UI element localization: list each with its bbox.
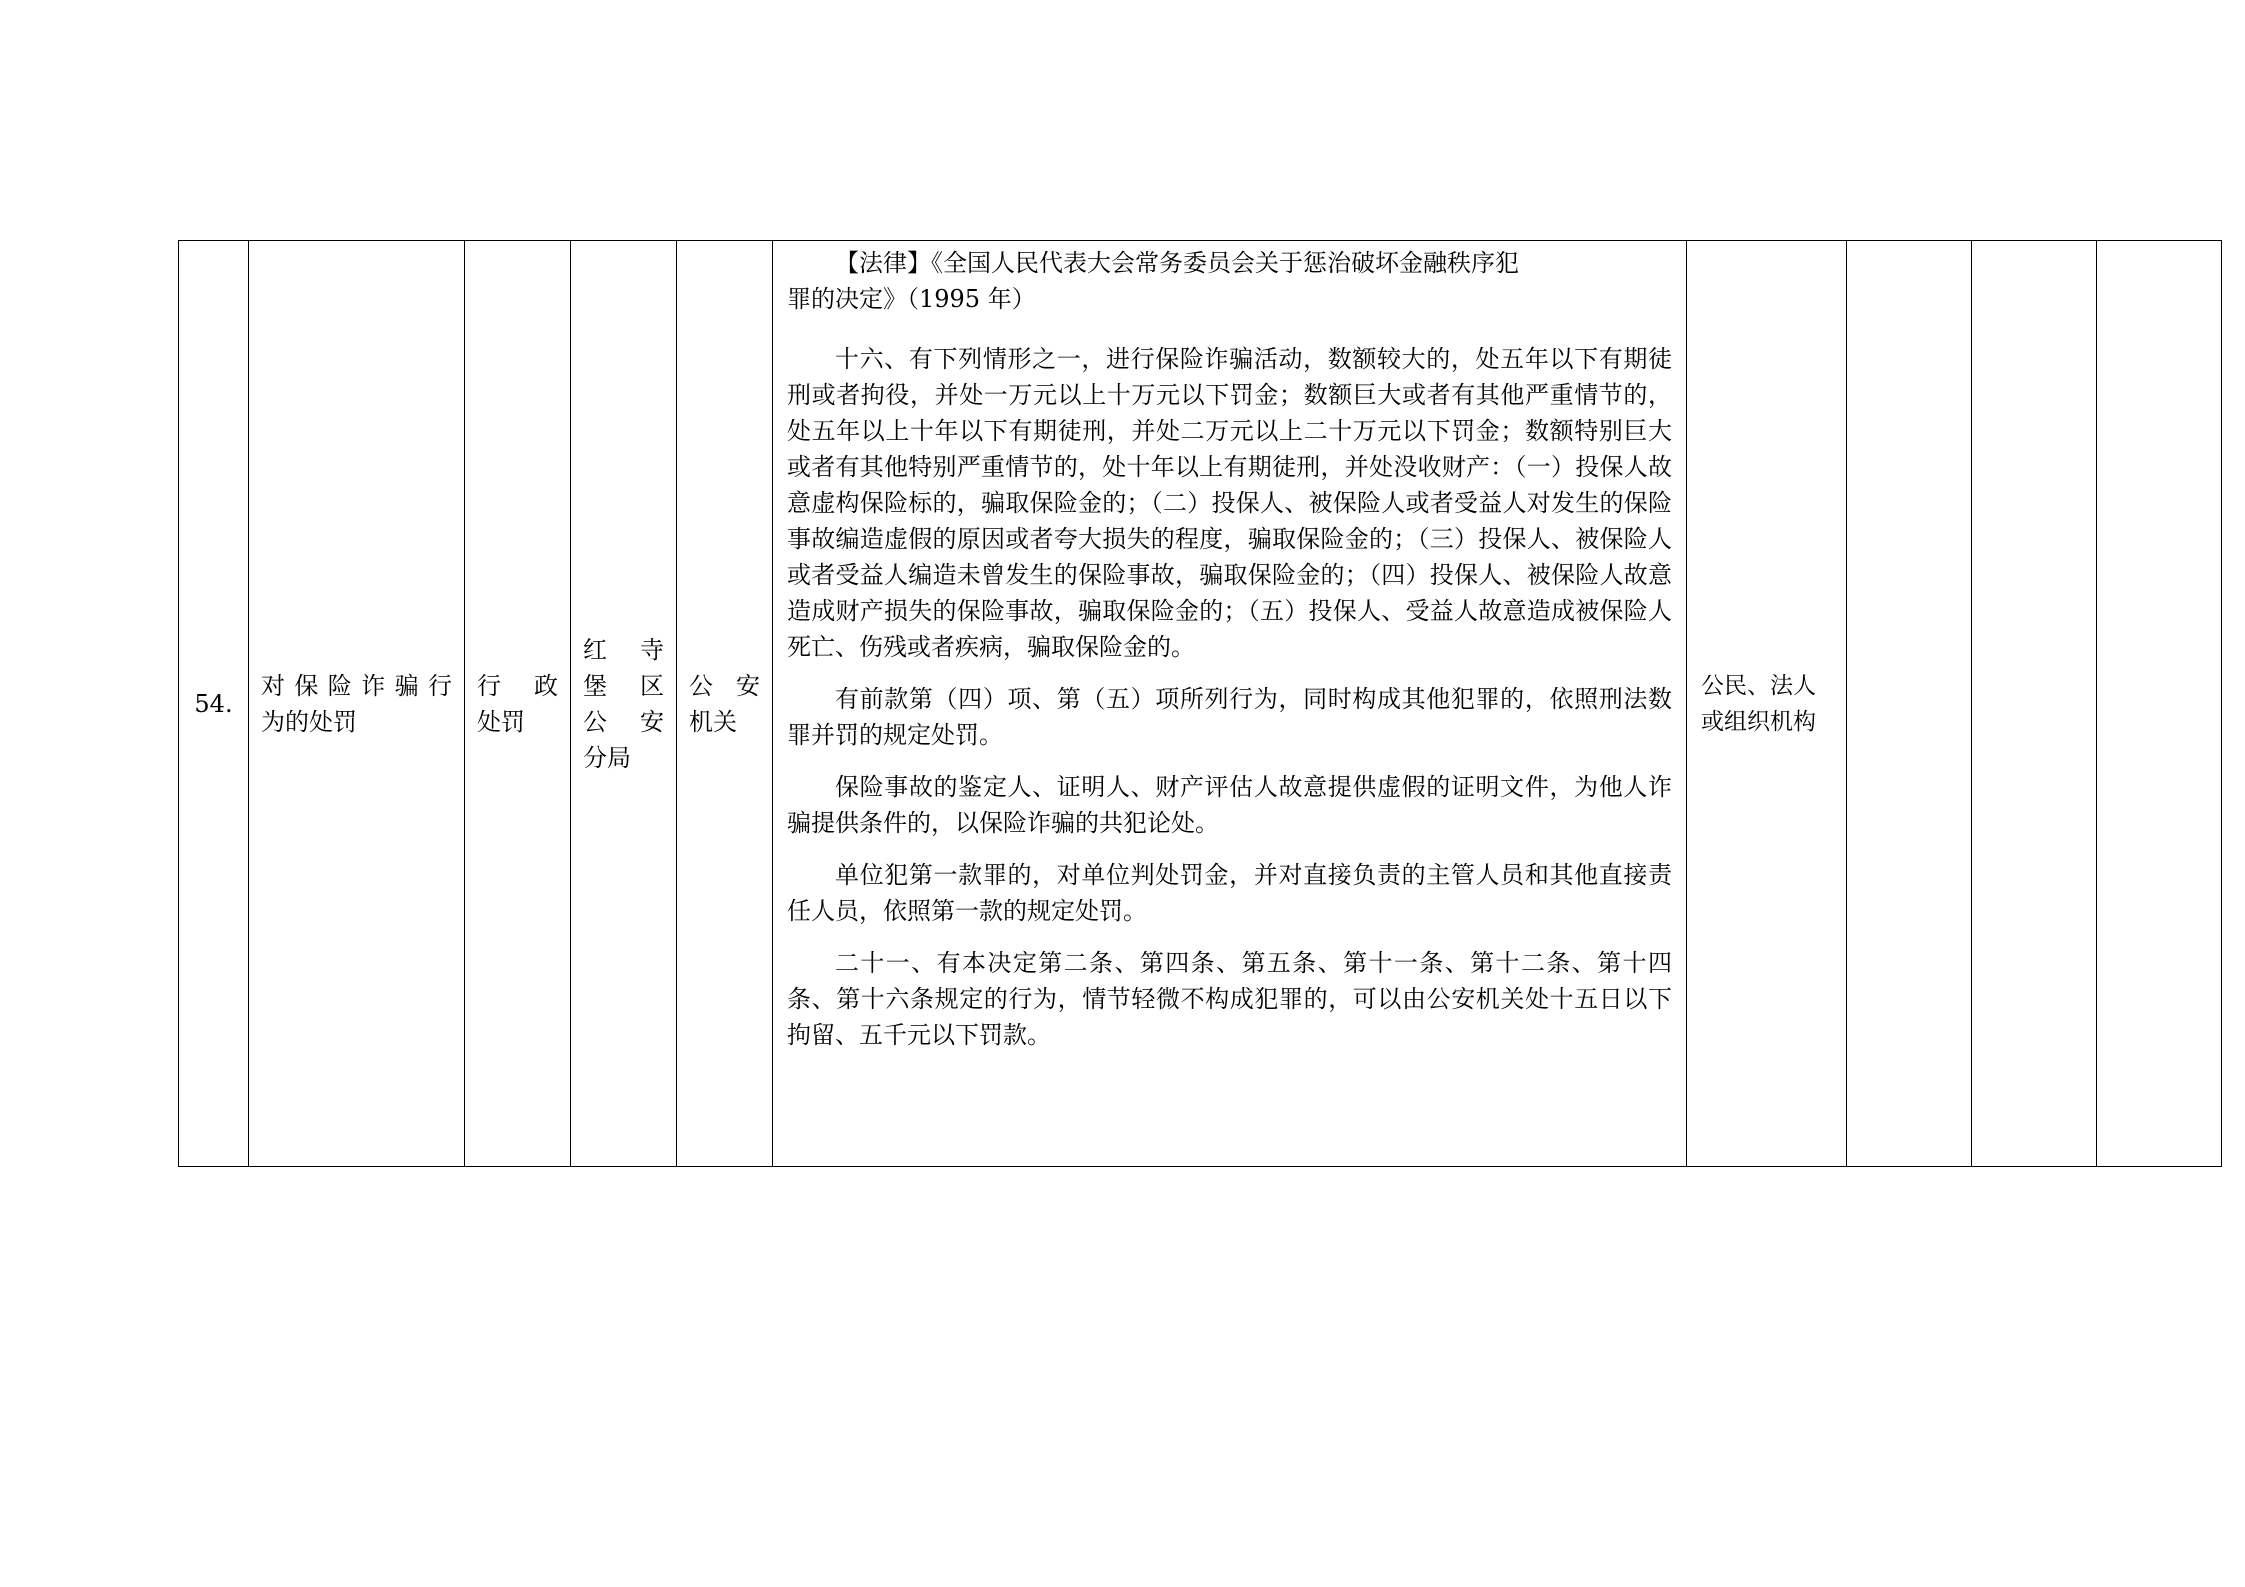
subject-line: 公民、法人 bbox=[1701, 672, 1816, 699]
empty-cell bbox=[1847, 241, 1972, 1167]
legal-basis-title-line: 罪的决定》（1995 年） bbox=[787, 285, 1036, 313]
authority-line: 机关 bbox=[689, 707, 737, 736]
category-line: 行 政 bbox=[477, 671, 558, 700]
department-line: 红 寺 bbox=[583, 635, 664, 664]
empty-cell bbox=[2097, 241, 2222, 1167]
department-cell bbox=[571, 241, 677, 1167]
category-cell bbox=[465, 241, 571, 1167]
legal-basis-title bbox=[787, 245, 1672, 317]
department-line: 公 安 bbox=[583, 707, 664, 736]
power-list-table bbox=[178, 240, 2222, 1167]
department-line: 分局 bbox=[583, 743, 631, 772]
legal-basis-paragraph: 二十一、有本决定第二条、第四条、第五条、第十一条、第十二条、第十四条、第十六条规定的行为，情节轻微不构成犯罪的，可以由公安机关处十五日以下拘留、五千元以下罚款。 bbox=[787, 949, 1672, 1049]
category-line: 处罚 bbox=[477, 707, 525, 736]
table-row bbox=[179, 241, 2222, 1167]
authority-line: 公安 bbox=[689, 671, 760, 700]
item-name-line: 对保险诈骗行 bbox=[261, 671, 452, 700]
legal-basis-paragraph: 十六、有下列情形之一，进行保险诈骗活动，数额较大的，处五年以下有期徒刑或者拘役，并处一万元以上十万元以下罚金；数额巨大或者有其他严重情节的，处五年以上十年以下有期徒刑，并处二万元以上二十万元以下罚金；数额特别巨大或者有其他特别严重情节的，处十年以上有期徒刑，并处没收财产：（一）投保人故意虚构保险标的，骗取保险金的；（二）投保人、被保险人或者受益人对发生的保险事故编造虚假的原因或者夸大损失的程度，骗取保险金的；（三）投保人、被保险人或者受益人编造未曾发生的保险事故，骗取保险金的；（四）投保人、被保险人故意造成财产损失的保险事故，骗取保险金的；（五）投保人、受益人故意造成被保险人死亡、伤残或者疾病，骗取保险金的。 bbox=[787, 345, 1672, 661]
legal-basis-paragraph: 单位犯第一款罪的，对单位判处罚金，并对直接负责的主管人员和其他直接责任人员，依照第一款的规定处罚。 bbox=[787, 861, 1672, 925]
item-name-line: 为的处罚 bbox=[261, 707, 357, 736]
legal-basis-cell bbox=[773, 241, 1687, 1167]
subject-cell bbox=[1687, 241, 1847, 1167]
legal-basis-paragraph: 保险事故的鉴定人、证明人、财产评估人故意提供虚假的证明文件，为他人诈骗提供条件的，以保险诈骗的共犯论处。 bbox=[787, 773, 1672, 837]
empty-cell bbox=[1972, 241, 2097, 1167]
legal-basis-paragraph: 有前款第（四）项、第（五）项所列行为，同时构成其他犯罪的，依照刑法数罪并罚的规定处罚。 bbox=[787, 685, 1672, 749]
legal-basis-title-line: 【法律】《全国人民代表大会常务委员会关于惩治破坏金融秩序犯 bbox=[835, 249, 1519, 277]
department-line: 堡 区 bbox=[583, 671, 664, 700]
item-name-cell bbox=[249, 241, 465, 1167]
row-number: 54. bbox=[179, 241, 249, 1167]
authority-cell bbox=[677, 241, 773, 1167]
subject-line: 或组织机构 bbox=[1701, 708, 1816, 735]
